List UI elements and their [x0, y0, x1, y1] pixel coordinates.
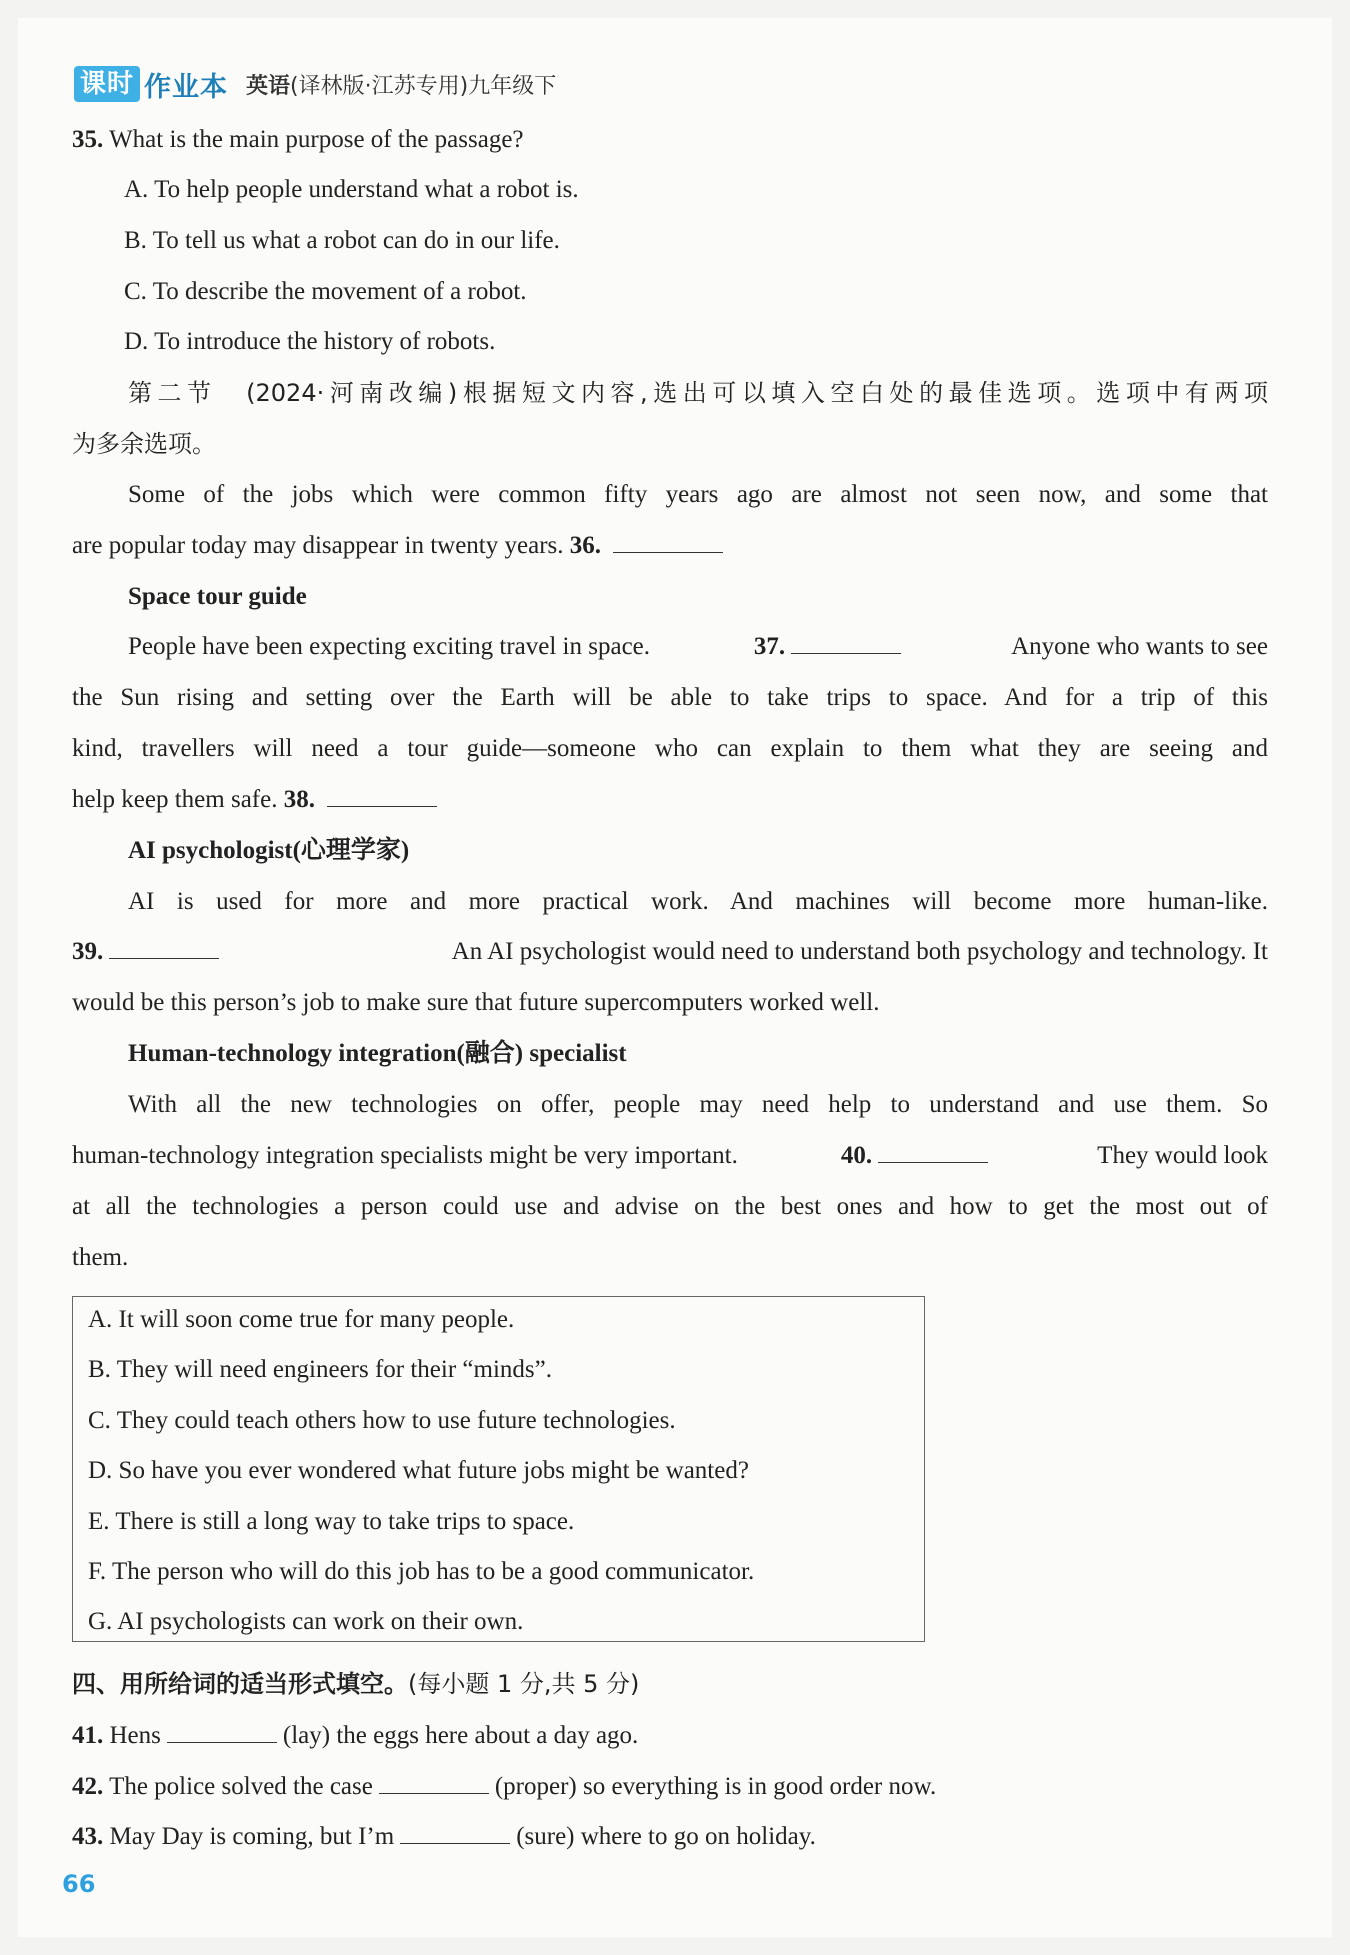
passage-text: help keep them safe. — [72, 786, 278, 813]
passage-text: Anyone who wants to see — [1011, 633, 1268, 660]
logo-icon: 课时 — [74, 66, 140, 102]
passage-text: People have been expecting exciting travel in space. — [128, 633, 651, 660]
section-4-heading — [72, 1664, 639, 1704]
section-2-instruction-cont: 为多余选项。 — [72, 430, 216, 458]
blank-number: 36. — [569, 532, 601, 559]
answer-blank-43[interactable] — [400, 1823, 510, 1844]
passage-line: the Sun rising and setting over the Earth will be able to take trips to space. And for a trip of this — [72, 684, 1268, 711]
choice-g: G. AI psychologists can work on their own. — [88, 1608, 524, 1635]
subject-name: 英语 — [246, 73, 291, 99]
question-number: 41. — [72, 1722, 104, 1749]
passage-line: them. — [72, 1244, 129, 1271]
passage-line: With all the new technologies on offer, people may need help to understand and use them. So — [128, 1091, 1268, 1118]
answer-blank-41[interactable] — [167, 1722, 277, 1743]
logo-text: 作业本 — [144, 71, 229, 103]
answer-blank-38[interactable] — [327, 786, 437, 807]
answer-blank-37[interactable] — [791, 633, 901, 654]
question-41 — [72, 1716, 638, 1756]
passage-line — [72, 932, 1268, 972]
question-35 — [72, 120, 524, 160]
page-number: 66 — [62, 1870, 96, 1898]
passage-text: are popular today may disappear in twenty years. — [72, 532, 564, 559]
section-4-score: (每小题 1 分,共 5 分) — [408, 1670, 640, 1698]
subheading: Human-technology integration(融合) specialist — [128, 1040, 627, 1067]
passage-line: kind, travellers will need a tour guide—someone who can explain to them what they are seeing and — [72, 735, 1268, 762]
passage-line: Some of the jobs which were common fifty years ago are almost not seen now, and some that — [128, 481, 1268, 508]
choice-e: E. There is still a long way to take trips to space. — [88, 1508, 575, 1535]
book-logo — [74, 65, 228, 104]
question-42 — [72, 1767, 936, 1807]
passage-line — [72, 1136, 1268, 1176]
blank-number: 37. — [753, 633, 786, 660]
question-text: (lay) the eggs here about a day ago. — [282, 1722, 639, 1749]
question-text: May Day is coming, but I’m — [109, 1823, 395, 1850]
answer-blank-42[interactable] — [379, 1773, 489, 1794]
answer-blank-39[interactable] — [109, 938, 219, 959]
passage-line — [128, 627, 1268, 667]
passage-line: AI is used for more and more practical work. And machines will become more human-like. — [128, 888, 1268, 915]
subject-detail: (译林版·江苏专用)九年级下 — [290, 73, 557, 99]
answer-blank-36[interactable] — [613, 532, 723, 553]
choice-d: D. So have you ever wondered what future jobs might be wanted? — [88, 1457, 749, 1484]
page-header — [74, 64, 556, 104]
answer-blank-40[interactable] — [878, 1142, 988, 1163]
question-stem: What is the main purpose of the passage? — [109, 126, 524, 153]
question-number: 35. — [72, 126, 104, 153]
blank-number: 40. — [840, 1142, 873, 1169]
question-text: Hens — [109, 1722, 161, 1749]
question-43 — [72, 1817, 816, 1857]
question-text: (sure) where to go on holiday. — [516, 1823, 816, 1850]
passage-line — [72, 526, 729, 566]
choice-a: A. It will soon come true for many people. — [88, 1306, 515, 1333]
option-b: B. To tell us what a robot can do in our life. — [124, 227, 560, 254]
subject-label — [246, 69, 556, 100]
question-text: The police solved the case — [109, 1773, 373, 1800]
subheading: Space tour guide — [128, 583, 307, 610]
section-4-title: 四、用所给词的适当形式填空。 — [72, 1670, 408, 1698]
question-number: 42. — [72, 1773, 104, 1800]
passage-text: An AI psychologist would need to understand both psychology and technology. It — [451, 938, 1268, 965]
blank-number: 38. — [283, 786, 315, 813]
choice-b: B. They will need engineers for their “minds”. — [88, 1356, 552, 1383]
choice-c: C. They could teach others how to use future technologies. — [88, 1407, 676, 1434]
choice-f: F. The person who will do this job has to be a good communicator. — [88, 1558, 755, 1585]
section-2-instruction: 第二节 (2024·河南改编)根据短文内容,选出可以填入空白处的最佳选项。选项中有两项 — [128, 379, 1268, 407]
passage-text: They would look — [1097, 1142, 1268, 1169]
question-text: (proper) so everything is in good order now. — [494, 1773, 937, 1800]
option-a: A. To help people understand what a robot is. — [124, 176, 579, 203]
passage-text: human-technology integration specialists might be very important. — [72, 1142, 738, 1169]
blank-number: 39. — [72, 938, 104, 965]
passage-line — [72, 780, 443, 820]
question-number: 43. — [72, 1823, 104, 1850]
subheading: AI psychologist(心理学家) — [128, 837, 410, 864]
passage-line: at all the technologies a person could use and advise on the best ones and how to get the most out of — [72, 1193, 1268, 1220]
option-c: C. To describe the movement of a robot. — [124, 278, 527, 305]
passage-line: would be this person’s job to make sure that future supercomputers worked well. — [72, 989, 880, 1016]
option-d: D. To introduce the history of robots. — [124, 328, 496, 355]
